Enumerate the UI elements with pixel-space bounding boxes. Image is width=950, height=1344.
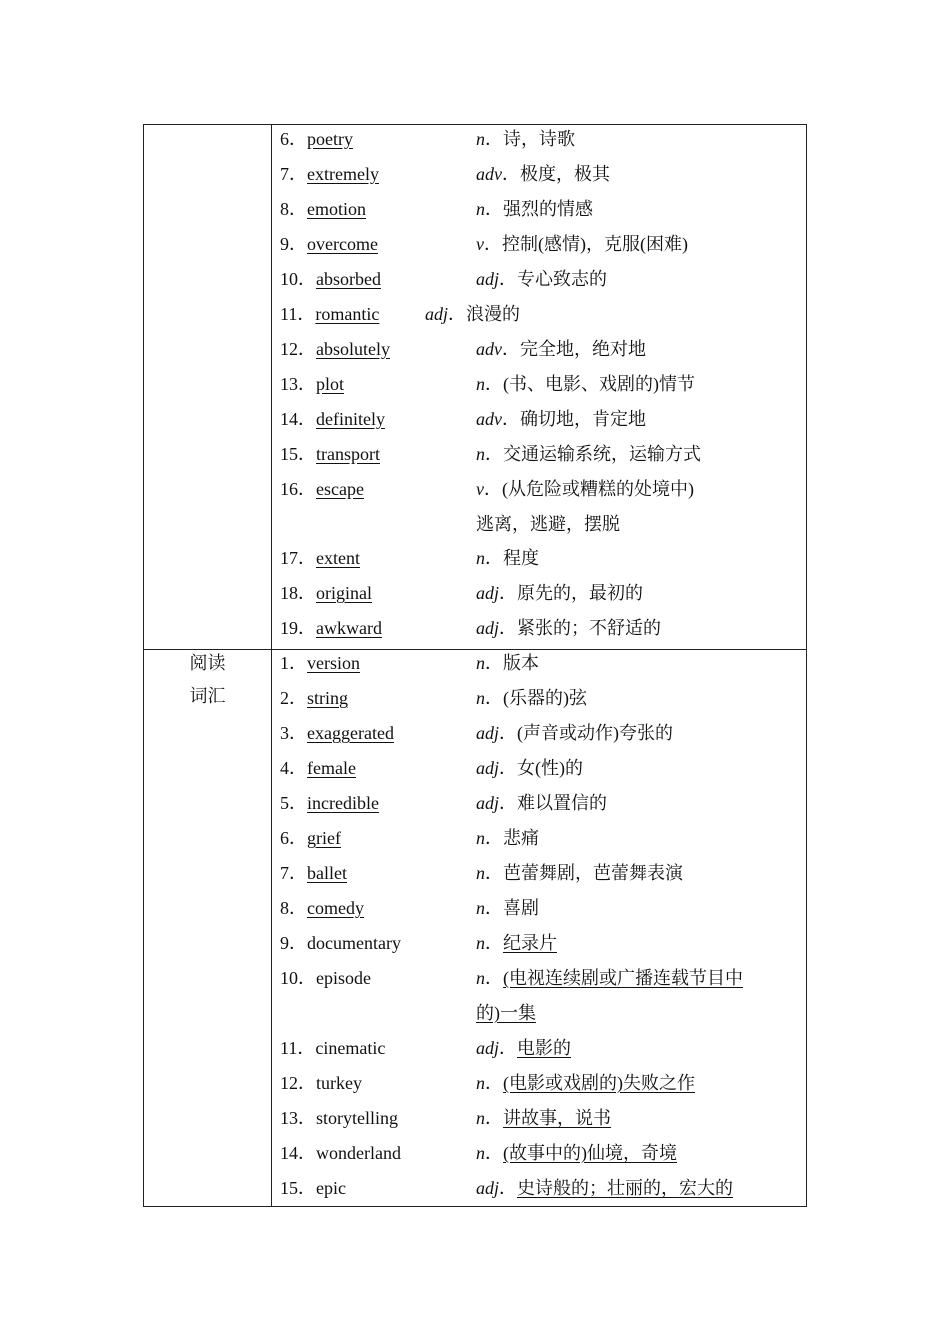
vocab-row — [144, 1104, 806, 1139]
vocab-word: emotion — [307, 199, 366, 219]
vocab-term: 9．documentary — [280, 933, 401, 953]
vocabulary-table — [143, 124, 807, 1207]
vocab-definition: v．控制(感情)，克服(困难) — [476, 234, 688, 254]
vocab-term: 16．escape — [280, 479, 364, 499]
vocab-word: exaggerated — [307, 723, 394, 743]
vocab-word: extremely — [307, 164, 379, 184]
vocab-row — [144, 370, 806, 405]
vocab-term: 12．turkey — [280, 1073, 362, 1093]
vocab-row — [144, 300, 806, 335]
vocab-term: 13．plot — [280, 374, 345, 394]
vocab-definition: n．纪录片 — [476, 933, 557, 953]
vocab-word: absorbed — [316, 269, 381, 289]
vocab-word: poetry — [307, 129, 353, 149]
vocab-definition: adj．浪漫的 — [425, 304, 521, 324]
vocab-term: 1．version — [280, 653, 360, 673]
vocab-term: 19．awkward — [280, 618, 382, 638]
vocab-term: 8．comedy — [280, 898, 364, 918]
vocab-word: female — [307, 758, 356, 778]
vocab-row-continuation — [144, 510, 806, 545]
vocab-term: 15．epic — [280, 1178, 346, 1198]
vocab-word: ballet — [307, 863, 347, 883]
vocab-row — [144, 475, 806, 510]
vocab-term: 13．storytelling — [280, 1108, 398, 1128]
vocab-definition: n．(书、电影、戏剧的)情节 — [476, 374, 695, 394]
vocab-definition: n．(电影或戏剧的)失败之作 — [476, 1073, 695, 1093]
vocab-definition: adv．极度，极其 — [476, 164, 610, 184]
vocab-definition: n．版本 — [476, 653, 539, 673]
vocab-definition: adj．电影的 — [476, 1038, 572, 1058]
vocab-row — [144, 579, 806, 614]
vocab-row — [144, 684, 806, 719]
vocab-definition: adj．专心致志的 — [476, 269, 608, 289]
vocab-definition: adj．史诗般的；壮丽的，宏大的 — [476, 1178, 734, 1198]
vocab-term: 6．grief — [280, 828, 341, 848]
vocab-term: 11．cinematic — [280, 1038, 386, 1058]
vocab-term: 15．transport — [280, 444, 380, 464]
vocab-term: 5．incredible — [280, 793, 379, 813]
vocab-word: overcome — [307, 234, 378, 254]
vocab-word: original — [316, 583, 372, 603]
vocab-term: 17．extent — [280, 548, 360, 568]
vocab-definition: adj．难以置信的 — [476, 793, 608, 813]
vocab-word: grief — [307, 828, 341, 848]
vocab-term: 10．episode — [280, 968, 371, 988]
vocab-definition: n．喜剧 — [476, 898, 539, 918]
vocab-row — [144, 125, 806, 160]
vocab-row — [144, 1139, 806, 1174]
vocab-word: plot — [316, 374, 345, 394]
vocab-term: 7．extremely — [280, 164, 379, 184]
vocab-row — [144, 230, 806, 265]
vocab-term: 14．definitely — [280, 409, 385, 429]
vocab-definition: n．讲故事，说书 — [476, 1108, 611, 1128]
vocab-term: 2．string — [280, 688, 349, 708]
vocab-row — [144, 649, 806, 684]
vocab-word: definitely — [316, 409, 385, 429]
vocab-definition: adj．女(性)的 — [476, 758, 584, 778]
vocab-term: 9．overcome — [280, 234, 378, 254]
vocab-definition: n．悲痛 — [476, 828, 539, 848]
vocab-word: comedy — [307, 898, 364, 918]
vocab-row — [144, 754, 806, 789]
vocab-row — [144, 614, 806, 649]
vocab-definition: n．(电视连续剧或广播连载节目中 — [476, 968, 743, 988]
vocab-definition: adv．确切地，肯定地 — [476, 409, 646, 429]
vocab-row — [144, 265, 806, 300]
vocab-definition: n．芭蕾舞剧，芭蕾舞表演 — [476, 863, 683, 883]
vocab-word: awkward — [316, 618, 382, 638]
vocab-term: 8．emotion — [280, 199, 366, 219]
vocab-word: romantic — [315, 304, 380, 324]
vocab-term: 4．female — [280, 758, 356, 778]
vocab-word: wonderland — [316, 1143, 401, 1163]
vocab-word: turkey — [316, 1073, 362, 1093]
vocab-row — [144, 719, 806, 754]
vocab-row — [144, 544, 806, 579]
vocab-term: 18．original — [280, 583, 372, 603]
vocab-word: version — [307, 653, 360, 673]
vocab-word: incredible — [307, 793, 379, 813]
vocab-word: string — [307, 688, 349, 708]
vocab-word: storytelling — [316, 1108, 398, 1128]
vocab-row — [144, 824, 806, 859]
vocab-word: absolutely — [316, 339, 390, 359]
vocab-row — [144, 1174, 806, 1209]
vocab-definition-continued: 的)一集 — [476, 1003, 536, 1023]
vocab-row — [144, 1069, 806, 1104]
vocab-word: escape — [316, 479, 364, 499]
vocab-term: 3．exaggerated — [280, 723, 394, 743]
vocab-definition: adj．(声音或动作)夸张的 — [476, 723, 674, 743]
vocab-definition: n．(乐器的)弦 — [476, 688, 587, 708]
vocab-row — [144, 859, 806, 894]
vocab-term: 12．absolutely — [280, 339, 390, 359]
vocab-definition: n．交通运输系统，运输方式 — [476, 444, 701, 464]
vocab-row — [144, 964, 806, 999]
category-label-reading-vocabulary: 阅读 词汇 — [189, 653, 226, 707]
vocab-definition: n．(故事中的)仙境，奇境 — [476, 1143, 677, 1163]
vocab-row — [144, 440, 806, 475]
vocab-definition: adv．完全地，绝对地 — [476, 339, 646, 359]
vocab-row — [144, 405, 806, 440]
vocab-term: 14．wonderland — [280, 1143, 401, 1163]
vocab-row — [144, 335, 806, 370]
vocab-term: 11．romantic — [280, 304, 380, 324]
vocab-row — [144, 160, 806, 195]
vocab-word: documentary — [307, 933, 401, 953]
vocab-row — [144, 894, 806, 929]
vocab-word: epic — [316, 1178, 346, 1198]
vocab-word: cinematic — [315, 1038, 386, 1058]
vocab-definition: adj．原先的，最初的 — [476, 583, 644, 603]
vocab-definition: n．强烈的情感 — [476, 199, 593, 219]
vocab-term: 7．ballet — [280, 863, 347, 883]
vocab-row — [144, 929, 806, 964]
vocab-definition: n．程度 — [476, 548, 539, 568]
vocab-row — [144, 195, 806, 230]
vocab-word: extent — [316, 548, 360, 568]
vocab-row-continuation — [144, 999, 806, 1034]
vocab-word: transport — [316, 444, 380, 464]
vocab-row — [144, 789, 806, 824]
vocab-definition: n．诗，诗歌 — [476, 129, 575, 149]
vocab-definition-continued: 逃离，逃避，摆脱 — [476, 514, 620, 534]
vocab-term: 6．poetry — [280, 129, 353, 149]
vocab-word: episode — [316, 968, 371, 988]
vocab-term: 10．absorbed — [280, 269, 381, 289]
vocab-definition: v．(从危险或糟糕的处境中) — [476, 479, 694, 499]
vocab-definition: adj．紧张的；不舒适的 — [476, 618, 662, 638]
vocab-row — [144, 1034, 806, 1069]
